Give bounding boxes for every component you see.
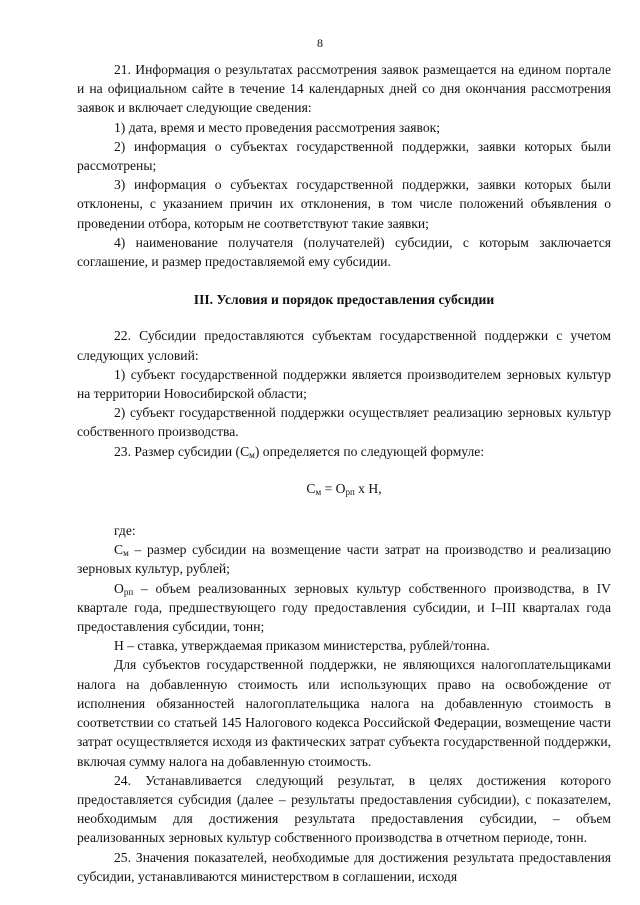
paragraph-24: 24. Устанавливается следующий результат, в целях достижения которого предоставляется субсидия (далее – результаты предоставления субсидии), с показателем, необходимым для достижения результата предоставления субсидии, – объем реализованных зерновых культур собственного производства в отчетном периоде, тонн. (77, 772, 611, 846)
where-label: где: (114, 523, 136, 539)
paragraph-22-item-2: 2) субъект государственной поддержки осуществляет реализацию зерновых культур собственного производства. (77, 405, 611, 440)
document-body (77, 60, 611, 886)
paragraph-21-item-2: 2) информация о субъектах государственной поддержки, заявки которых были рассмотрены; (77, 138, 611, 174)
p23-text-post: ) определяется по следующей формуле: (254, 443, 485, 459)
formula-o-sub: рп (345, 486, 355, 497)
def-o-symbol: О (114, 580, 124, 596)
definition-h: Н – ставка, утверждаемая приказом министерства, рублей/тонна. (114, 638, 490, 654)
def-o-text: – объем реализованных зерновых культур собственного производства, в IV квартале года, предшествующего году предоставления субсидии, и I–III кварталах года предоставления субсидии, тонн; (77, 580, 611, 635)
def-o-sub: рп (123, 586, 134, 597)
formula-rest: х Н, (354, 480, 382, 496)
formula-c-sub: м (315, 486, 322, 497)
def-c-sub: м (123, 548, 129, 559)
def-c-symbol: С (114, 542, 124, 558)
paragraph-21-item-1: 1) дата, время и место проведения рассмотрения заявок; (114, 119, 441, 135)
vat-note: Для субъектов государственной поддержки, не являющихся налогоплательщиками налога на добавленную стоимость или использующих право на освобождение от исполнения обязанностей налогоплательщика налога на добавленную стоимость в соответствии со статьей 145 Налогового кодекса Российской Федерации, возмещение части затрат осуществляется исходя из фактических затрат субъекта государственной поддержки, включая сумму налога на добавленную стоимость. (77, 657, 611, 769)
paragraph-22-item-1: 1) субъект государственной поддержки является производителем зерновых культур на территории Новосибирской области; (77, 366, 611, 402)
definition-o (77, 579, 611, 637)
page-number: 8 (317, 36, 323, 50)
formula-c: С (306, 480, 316, 496)
paragraph-21: 21. Информация о результатах рассмотрения заявок размещается на едином портале и на официальном сайте в течение 14 календарных дней со дня окончания рассмотрения заявок и включает следующие сведения: (77, 62, 611, 116)
formula-eq: = О (321, 480, 346, 496)
paragraph-25: 25. Значения показателей, необходимые для достижения результата предоставления субсидии, устанавливаются министерством в соглашении, исходя (77, 849, 611, 884)
p23-text-pre: 23. Размер субсидии (С (114, 443, 250, 459)
paragraph-22: 22. Субсидии предоставляются субъектам государственной поддержки с учетом следующих условий: (77, 328, 611, 363)
paragraph-21-item-4: 4) наименование получателя (получателей) субсидии, с которым заключается соглашение, и размер предоставляемой ему субсидии. (77, 234, 611, 270)
formula (77, 479, 611, 498)
p23-subscript: м (249, 449, 255, 460)
def-c-text: – размер субсидии на возмещение части затрат на производство и реализацию зерновых культур, рублей; (77, 542, 611, 577)
section-heading: III. Условия и порядок предоставления субсидии (193, 292, 495, 308)
definition-c (77, 540, 611, 578)
paragraph-23 (77, 442, 611, 461)
paragraph-21-item-3: 3) информация о субъектах государственной поддержки, заявки которых были отклонены, с указанием причин их отклонения, в том числе положений объявления о проведении отбора, которым не соответствуют такие заявки; (77, 177, 611, 231)
